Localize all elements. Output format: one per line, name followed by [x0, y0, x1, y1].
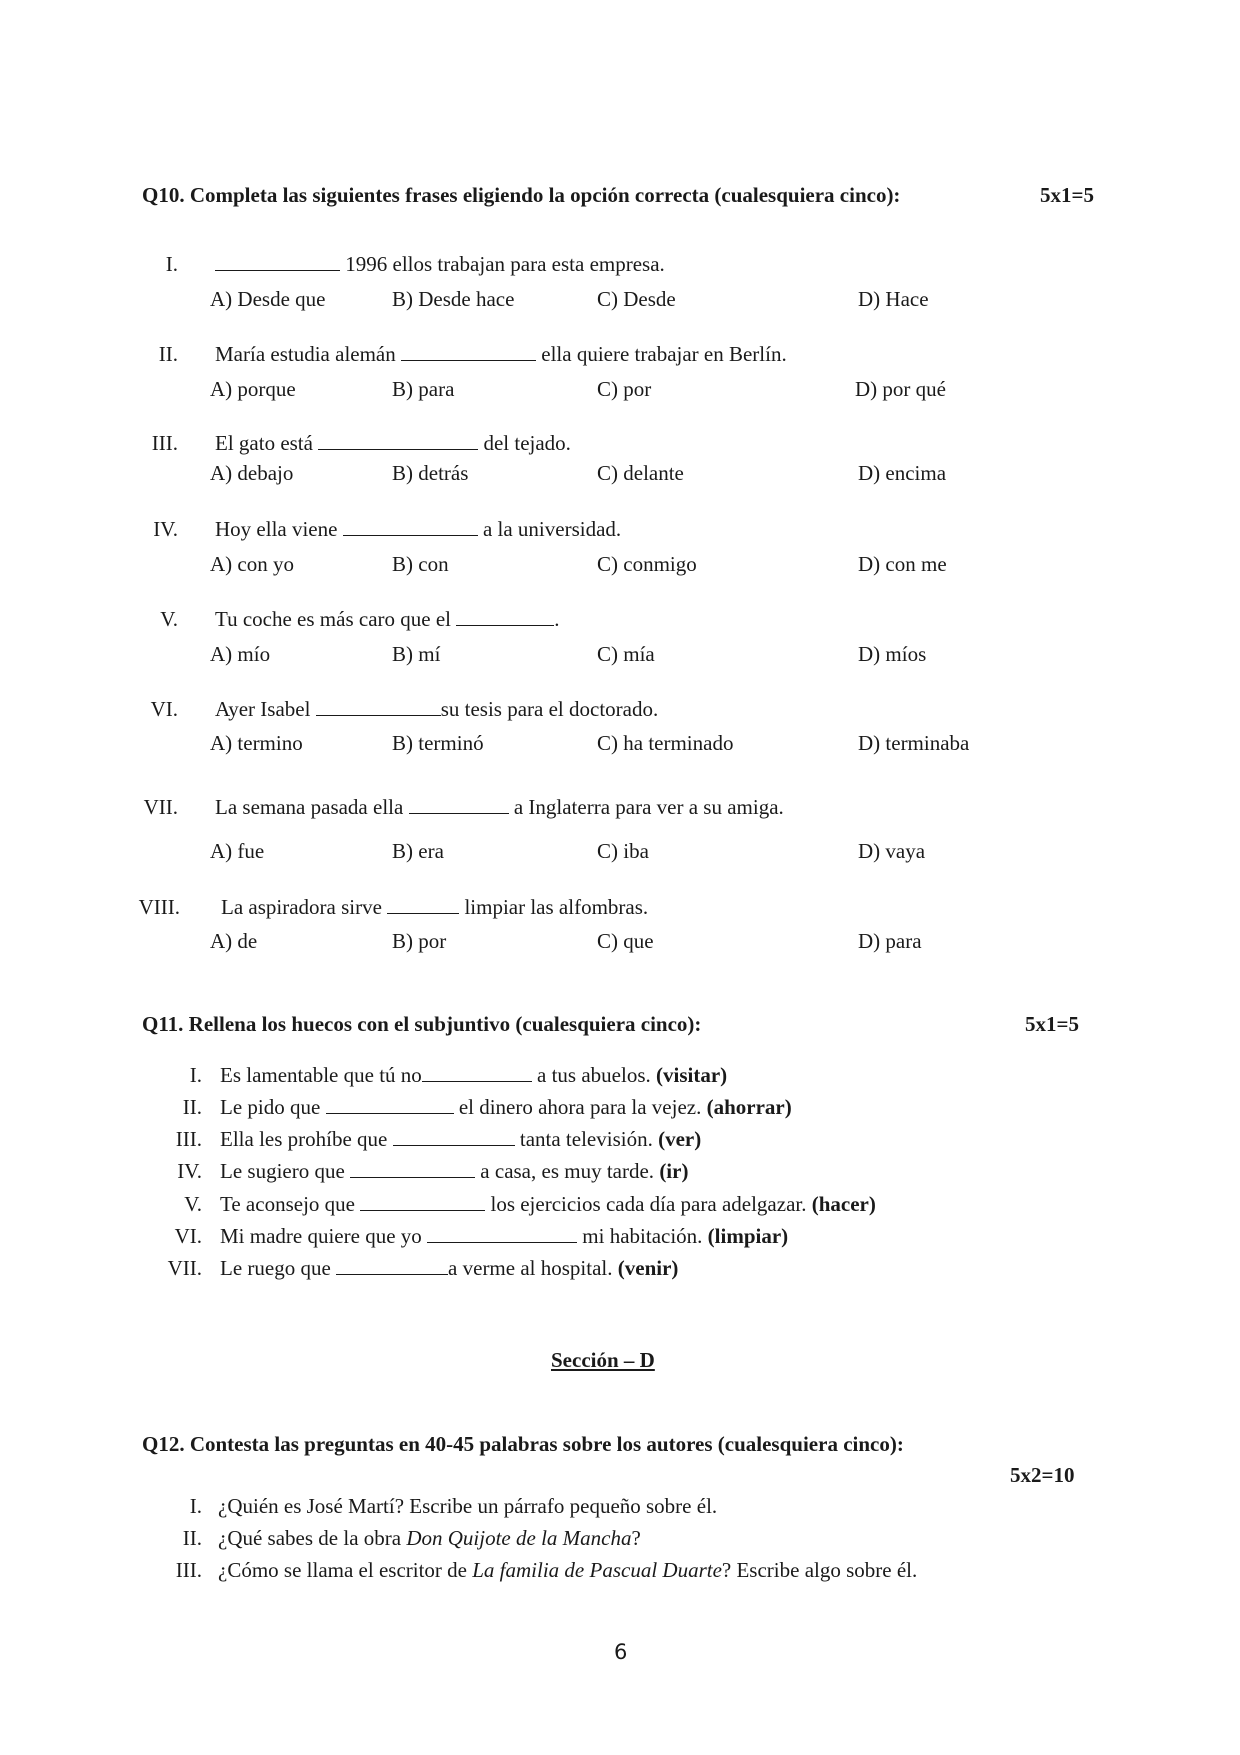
q10-option[interactable]: D) encima: [858, 461, 947, 485]
q11-item-sentence: [220, 1127, 701, 1152]
q12-item-number: I.: [189, 1494, 202, 1518]
q10-item-sentence: [215, 431, 571, 456]
q10-item-number: VII.: [143, 795, 178, 819]
sentence-text: Es lamentable que tú no: [220, 1063, 422, 1087]
q10-option[interactable]: D) para: [858, 929, 922, 953]
q10-option[interactable]: B) Desde hace: [392, 287, 515, 311]
q10-item-sentence: [215, 342, 787, 367]
answer-blank[interactable]: [456, 607, 554, 626]
sentence-text: .: [554, 607, 560, 631]
sentence-text: Hoy ella viene: [215, 517, 343, 541]
sentence-text: a casa, es muy tarde.: [475, 1159, 660, 1183]
sentence-text: María estudia alemán: [215, 342, 402, 366]
q10-option[interactable]: C) iba: [597, 839, 649, 863]
q12-item-question: [218, 1494, 717, 1519]
verb-hint: (hacer): [811, 1192, 876, 1216]
q12-item-number: III.: [175, 1558, 202, 1582]
verb-hint: (venir): [617, 1256, 679, 1280]
work-title: La familia de Pascual Duarte: [472, 1558, 722, 1582]
q10-item-sentence: [215, 607, 559, 632]
q10-option[interactable]: C) mía: [597, 642, 655, 666]
sentence-text: del tejado.: [478, 431, 571, 455]
q10-item-number: II.: [158, 342, 178, 366]
q10-option[interactable]: A) de: [210, 929, 258, 953]
q10-option[interactable]: D) con me: [858, 552, 947, 576]
answer-blank[interactable]: [427, 1224, 577, 1243]
answer-blank[interactable]: [215, 252, 340, 271]
q12-item-number: II.: [182, 1526, 202, 1550]
sentence-text: a Inglaterra para ver a su amiga.: [508, 795, 784, 819]
sentence-text: Le pido que: [220, 1095, 326, 1119]
q10-option[interactable]: C) Desde: [597, 287, 676, 311]
q11-item-number: VII.: [167, 1256, 202, 1280]
q10-option[interactable]: B) detrás: [392, 461, 469, 485]
q10-option[interactable]: D) míos: [858, 642, 927, 666]
q10-option[interactable]: D) por qué: [855, 377, 946, 401]
sentence-text: a verme al hospital.: [448, 1256, 618, 1280]
q10-item-sentence: [215, 252, 665, 277]
answer-blank[interactable]: [401, 342, 536, 361]
q10-option[interactable]: A) mío: [210, 642, 271, 666]
question-text: ¿Quién es José Martí? Escribe un párrafo pequeño sobre él.: [218, 1494, 718, 1518]
q11-title: Q11. Rellena los huecos con el subjuntivo (cualesquiera cinco):: [142, 1012, 702, 1036]
sentence-text: Le sugiero que: [220, 1159, 351, 1183]
sentence-text: Ayer Isabel: [215, 697, 316, 721]
verb-hint: (limpiar): [707, 1224, 789, 1248]
q11-item-sentence: [220, 1192, 876, 1217]
q11-item-number: V.: [184, 1192, 202, 1216]
sentence-text: los ejercicios cada día para adelgazar.: [485, 1192, 812, 1216]
q11-item-number: IV.: [177, 1159, 202, 1183]
sentence-text: 1996 ellos trabajan para esta empresa.: [340, 252, 665, 276]
q10-option[interactable]: C) conmigo: [597, 552, 697, 576]
q11-marks: 5x1=5: [1025, 1012, 1079, 1036]
sentence-text: tanta televisión.: [514, 1127, 659, 1151]
q10-option[interactable]: A) termino: [210, 731, 303, 755]
question-text: ¿Qué sabes de la obra: [218, 1526, 407, 1550]
q10-option[interactable]: A) debajo: [210, 461, 294, 485]
sentence-text: su tesis para el doctorado.: [440, 697, 659, 721]
work-title: Don Quijote de la Mancha: [406, 1526, 632, 1550]
q10-option[interactable]: C) por: [597, 377, 652, 401]
q10-item-number: IV.: [153, 517, 178, 541]
q11-item-number: II.: [182, 1095, 202, 1119]
answer-blank[interactable]: [318, 431, 478, 450]
q11-item-number: III.: [175, 1127, 202, 1151]
q10-option[interactable]: B) mí: [392, 642, 441, 666]
section-heading: Sección – D: [551, 1348, 655, 1372]
sentence-text: Ella les prohíbe que: [220, 1127, 393, 1151]
q10-option[interactable]: A) porque: [210, 377, 296, 401]
q12-title: Q12. Contesta las preguntas en 40-45 palabras sobre los autores (cualesquiera cinco):: [142, 1432, 904, 1456]
answer-blank[interactable]: [326, 1095, 454, 1114]
sentence-text: a la universidad.: [477, 517, 622, 541]
q12-item-question: [218, 1526, 641, 1551]
q10-item-number: VI.: [150, 697, 178, 721]
q11-item-sentence: [220, 1224, 788, 1249]
sentence-text: Mi madre quiere que yo: [220, 1224, 428, 1248]
answer-blank[interactable]: [409, 795, 509, 814]
q10-option[interactable]: A) con yo: [210, 552, 294, 576]
q10-item-sentence: [215, 517, 621, 542]
sentence-text: La aspiradora sirve: [221, 895, 388, 919]
sentence-text: mi habitación.: [577, 1224, 708, 1248]
q11-item-sentence: [220, 1159, 688, 1184]
q10-item-sentence: [221, 895, 648, 920]
answer-blank[interactable]: [343, 517, 478, 536]
sentence-text: Le ruego que: [220, 1256, 337, 1280]
q10-option[interactable]: A) Desde que: [210, 287, 326, 311]
verb-hint: (ir): [659, 1159, 689, 1183]
sentence-text: a tus abuelos.: [531, 1063, 657, 1087]
q10-marks: 5x1=5: [1040, 183, 1094, 207]
q11-item-sentence: [220, 1095, 792, 1120]
q12-item-question: [218, 1558, 917, 1583]
q10-item-sentence: [215, 795, 784, 820]
q10-option[interactable]: B) para: [392, 377, 455, 401]
sentence-text: La semana pasada ella: [215, 795, 409, 819]
sentence-text: el dinero ahora para la vejez.: [453, 1095, 707, 1119]
answer-blank[interactable]: [387, 895, 459, 914]
verb-hint: (visitar): [656, 1063, 728, 1087]
q10-option[interactable]: B) terminó: [392, 731, 484, 755]
q10-item-number: V.: [160, 607, 178, 631]
sentence-text: Tu coche es más caro que el: [215, 607, 457, 631]
q10-option[interactable]: B) por: [392, 929, 447, 953]
q10-option[interactable]: D) vaya: [858, 839, 926, 863]
page-number: 6: [614, 1640, 628, 1664]
q12-marks: 5x2=10: [1010, 1463, 1075, 1487]
answer-blank[interactable]: [393, 1127, 515, 1146]
q10-option[interactable]: C) ha terminado: [597, 731, 734, 755]
q11-item-sentence: [220, 1063, 727, 1088]
q11-item-number: VI.: [174, 1224, 202, 1248]
question-text: ? Escribe algo sobre él.: [721, 1558, 918, 1582]
answer-blank[interactable]: [422, 1063, 532, 1082]
sentence-text: El gato está: [215, 431, 319, 455]
q10-option[interactable]: C) delante: [597, 461, 684, 485]
sentence-text: Te aconsejo que: [220, 1192, 361, 1216]
q10-option[interactable]: B) era: [392, 839, 444, 863]
q10-item-number: I.: [165, 252, 178, 276]
answer-blank[interactable]: [316, 697, 441, 716]
q10-option[interactable]: D) Hace: [858, 287, 929, 311]
question-text: ?: [631, 1526, 641, 1550]
question-text: ¿Cómo se llama el escritor de: [218, 1558, 473, 1582]
sentence-text: limpiar las alfombras.: [459, 895, 649, 919]
q10-option[interactable]: D) terminaba: [858, 731, 970, 755]
sentence-text: ella quiere trabajar en Berlín.: [536, 342, 787, 366]
verb-hint: (ahorrar): [706, 1095, 792, 1119]
answer-blank[interactable]: [350, 1159, 475, 1178]
answer-blank[interactable]: [360, 1192, 485, 1211]
q11-item-sentence: [220, 1256, 678, 1281]
q10-option[interactable]: A) fue: [210, 839, 265, 863]
q10-option[interactable]: C) que: [597, 929, 654, 953]
q10-item-number: III.: [151, 431, 178, 455]
q10-item-number: VIII.: [138, 895, 180, 919]
q10-item-sentence: [215, 697, 658, 722]
q10-option[interactable]: B) con: [392, 552, 449, 576]
verb-hint: (ver): [658, 1127, 702, 1151]
answer-blank[interactable]: [336, 1256, 448, 1275]
q10-title: Q10. Completa las siguientes frases eligiendo la opción correcta (cualesquiera cinco):: [142, 183, 901, 207]
q11-item-number: I.: [189, 1063, 202, 1087]
